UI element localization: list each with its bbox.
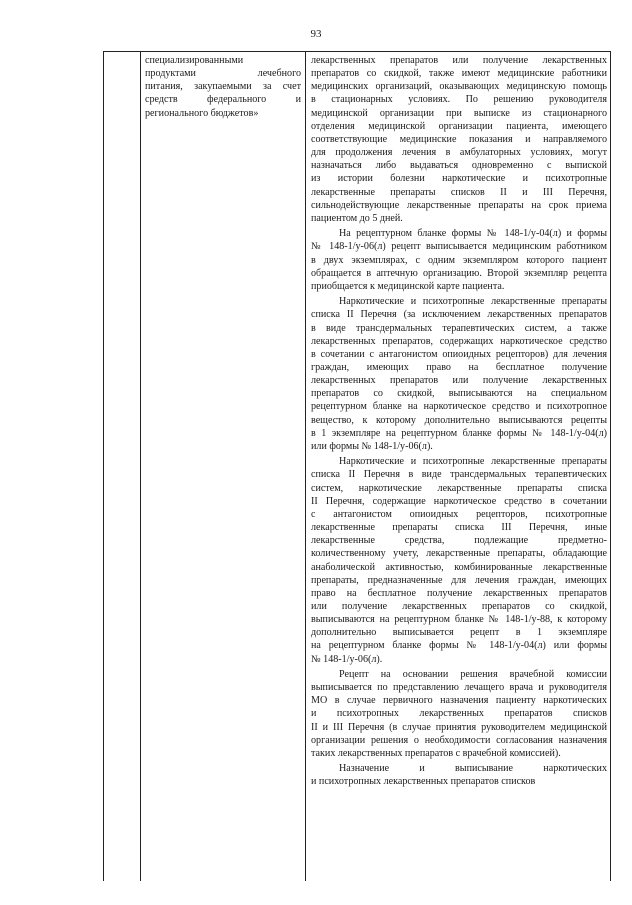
- text-line: на рецептурном бланке формы № 148-1/у-04(л) или формы: [311, 640, 607, 652]
- text-line: лекарственных препаратов или получение лекарственных: [311, 55, 607, 66]
- description-paragraph: [311, 227, 607, 293]
- description-paragraph: [311, 762, 607, 788]
- text-line: количественному учету, лекарственные препараты, обладающие: [311, 548, 607, 560]
- left-cell-text: [145, 54, 301, 120]
- text-line: Наркотические и психотропные лекарственные препараты: [339, 296, 607, 308]
- text-line: средств федерального и: [145, 94, 301, 106]
- text-line: препаратов со скидкой, также имеют медицинские работники: [311, 68, 607, 80]
- text-line: медицинской организации при выписке из стационарного: [311, 107, 607, 119]
- text-line: медицинских организаций, оказывающих медицинскую помощь: [311, 81, 607, 93]
- text-line: приобщается к медицинской карте пациента.: [311, 280, 505, 292]
- text-line: назначаться либо выдаваться одновременно с выпиской: [311, 160, 607, 172]
- text-line: лекарственные препараты списков II и III Перечня,: [311, 186, 607, 198]
- text-line: систем, наркотические лекарственные препараты списка: [311, 482, 607, 494]
- text-line: Наркотические и психотропные лекарственные препараты: [339, 456, 607, 468]
- text-line: вещество, к которому дополнительно выписываются рецепты: [311, 414, 607, 426]
- text-line: организации решения о необходимости согласования назначения: [311, 734, 607, 746]
- text-line: На рецептурном бланке формы № 148-1/у-04(л) и формы: [339, 228, 607, 240]
- text-line: граждан, имеющих право на бесплатное получение: [311, 361, 607, 373]
- text-line: Рецепт на основании решения врачебной комиссии: [339, 668, 607, 680]
- text-line: в 1 экземпляре на рецептурном бланке формы № 148-1/у-04(л): [311, 427, 607, 439]
- text-line: № 148-1/у-06(л) рецепт выписывается медицинским работником: [311, 241, 607, 253]
- text-line: из истории болезни наркотические и психотропные: [311, 173, 607, 185]
- text-line: анаболической активностью, комбинированные лекарственные: [311, 561, 607, 573]
- text-line: выписывается по представлению лечащего врача и руководителя: [311, 682, 607, 694]
- text-line: обращается в аптечную организацию. Второй экземпляр рецепта: [311, 267, 607, 279]
- text-line: списка II Перечня (за исключением лекарственных препаратов: [311, 309, 607, 321]
- table-column-number: [104, 52, 141, 881]
- text-line: соответствующие медицинские показания и направляемого: [311, 133, 607, 145]
- description-paragraph: [311, 54, 607, 225]
- text-line: II Перечня, содержащие наркотическое средство в сочетании: [311, 495, 607, 507]
- text-line: с антагонистом опиоидных рецепторов, психотропные: [311, 508, 607, 520]
- text-line: лекарственные препараты списка III Перечня, иные: [311, 522, 607, 534]
- text-line: выписываются на рецептурном бланке № 148-1/у-88, к которому: [311, 614, 607, 626]
- text-line: или формы № 148-1/у-06(л).: [311, 440, 433, 452]
- description-paragraph: [311, 455, 607, 666]
- text-line: и психотропных лекарственных препаратов списков: [311, 776, 536, 788]
- description-paragraph: [311, 668, 607, 760]
- text-line: лекарственных препаратов, содержащих наркотическое средство: [311, 335, 607, 347]
- text-line: сильнодействующие лекарственные препараты на срок приема: [311, 199, 607, 211]
- table-column-description: [306, 52, 611, 881]
- text-line: препараты, предназначенные для лечения граждан, имеющих: [311, 574, 607, 586]
- text-line: в сочетании с антагонистом опиоидных рецепторов) для лечения: [311, 348, 607, 360]
- text-line: рецептурном бланке на наркотическое средство и психотропное: [311, 401, 607, 413]
- text-line: отделения медицинской организации пациента, имеющего: [311, 120, 607, 132]
- text-line: и психотропных лекарственных препаратов списков: [311, 708, 607, 720]
- text-line: Назначение и выписывание наркотических: [339, 763, 607, 775]
- text-line: пациентом до 5 дней.: [311, 212, 403, 224]
- text-line: II и III Перечня (в случае принятия руководителем медицинской: [311, 721, 607, 733]
- regulation-table: [103, 51, 611, 881]
- text-line: в виде трансдермальных терапевтических систем, а также: [311, 322, 607, 334]
- text-line: в двух экземплярах, с одним экземпляром которого пациент: [311, 254, 607, 266]
- text-line: для продолжения лечения в амбулаторных условиях, могут: [311, 147, 607, 159]
- text-line: МО в случае первичного назначения пациенту наркотических: [311, 695, 607, 707]
- text-line: продуктами лечебного: [145, 68, 301, 80]
- text-line: дополнительно выписывается рецепт в 1 экземпляре: [311, 627, 607, 639]
- text-line: таких лекарственных препаратов с врачебной комиссией).: [311, 747, 561, 759]
- text-line: в стационарных условиях. По решению руководителя: [311, 94, 607, 106]
- text-line: лекарственные средства, подлежащие предметно-: [311, 535, 607, 547]
- text-line: специализированными: [145, 55, 244, 66]
- text-line: лекарственных препаратов или получение лекарственных: [311, 375, 607, 387]
- text-line: право на бесплатное получение лекарственных препаратов: [311, 587, 607, 599]
- text-line: регионального бюджетов»: [145, 107, 259, 119]
- text-line: списка II Перечня в виде трансдермальных терапевтических: [311, 469, 607, 481]
- description-paragraph: [311, 295, 607, 453]
- page-number: 93: [310, 28, 322, 40]
- text-line: № 148-1/у-06(л).: [311, 653, 383, 665]
- text-line: или получение лекарственных препаратов со скидкой,: [311, 600, 607, 612]
- text-line: препаратов со скидкой, выписываются на специальном: [311, 388, 607, 400]
- text-line: питания, закупаемыми за счет: [145, 81, 301, 93]
- table-column-name: [140, 52, 306, 881]
